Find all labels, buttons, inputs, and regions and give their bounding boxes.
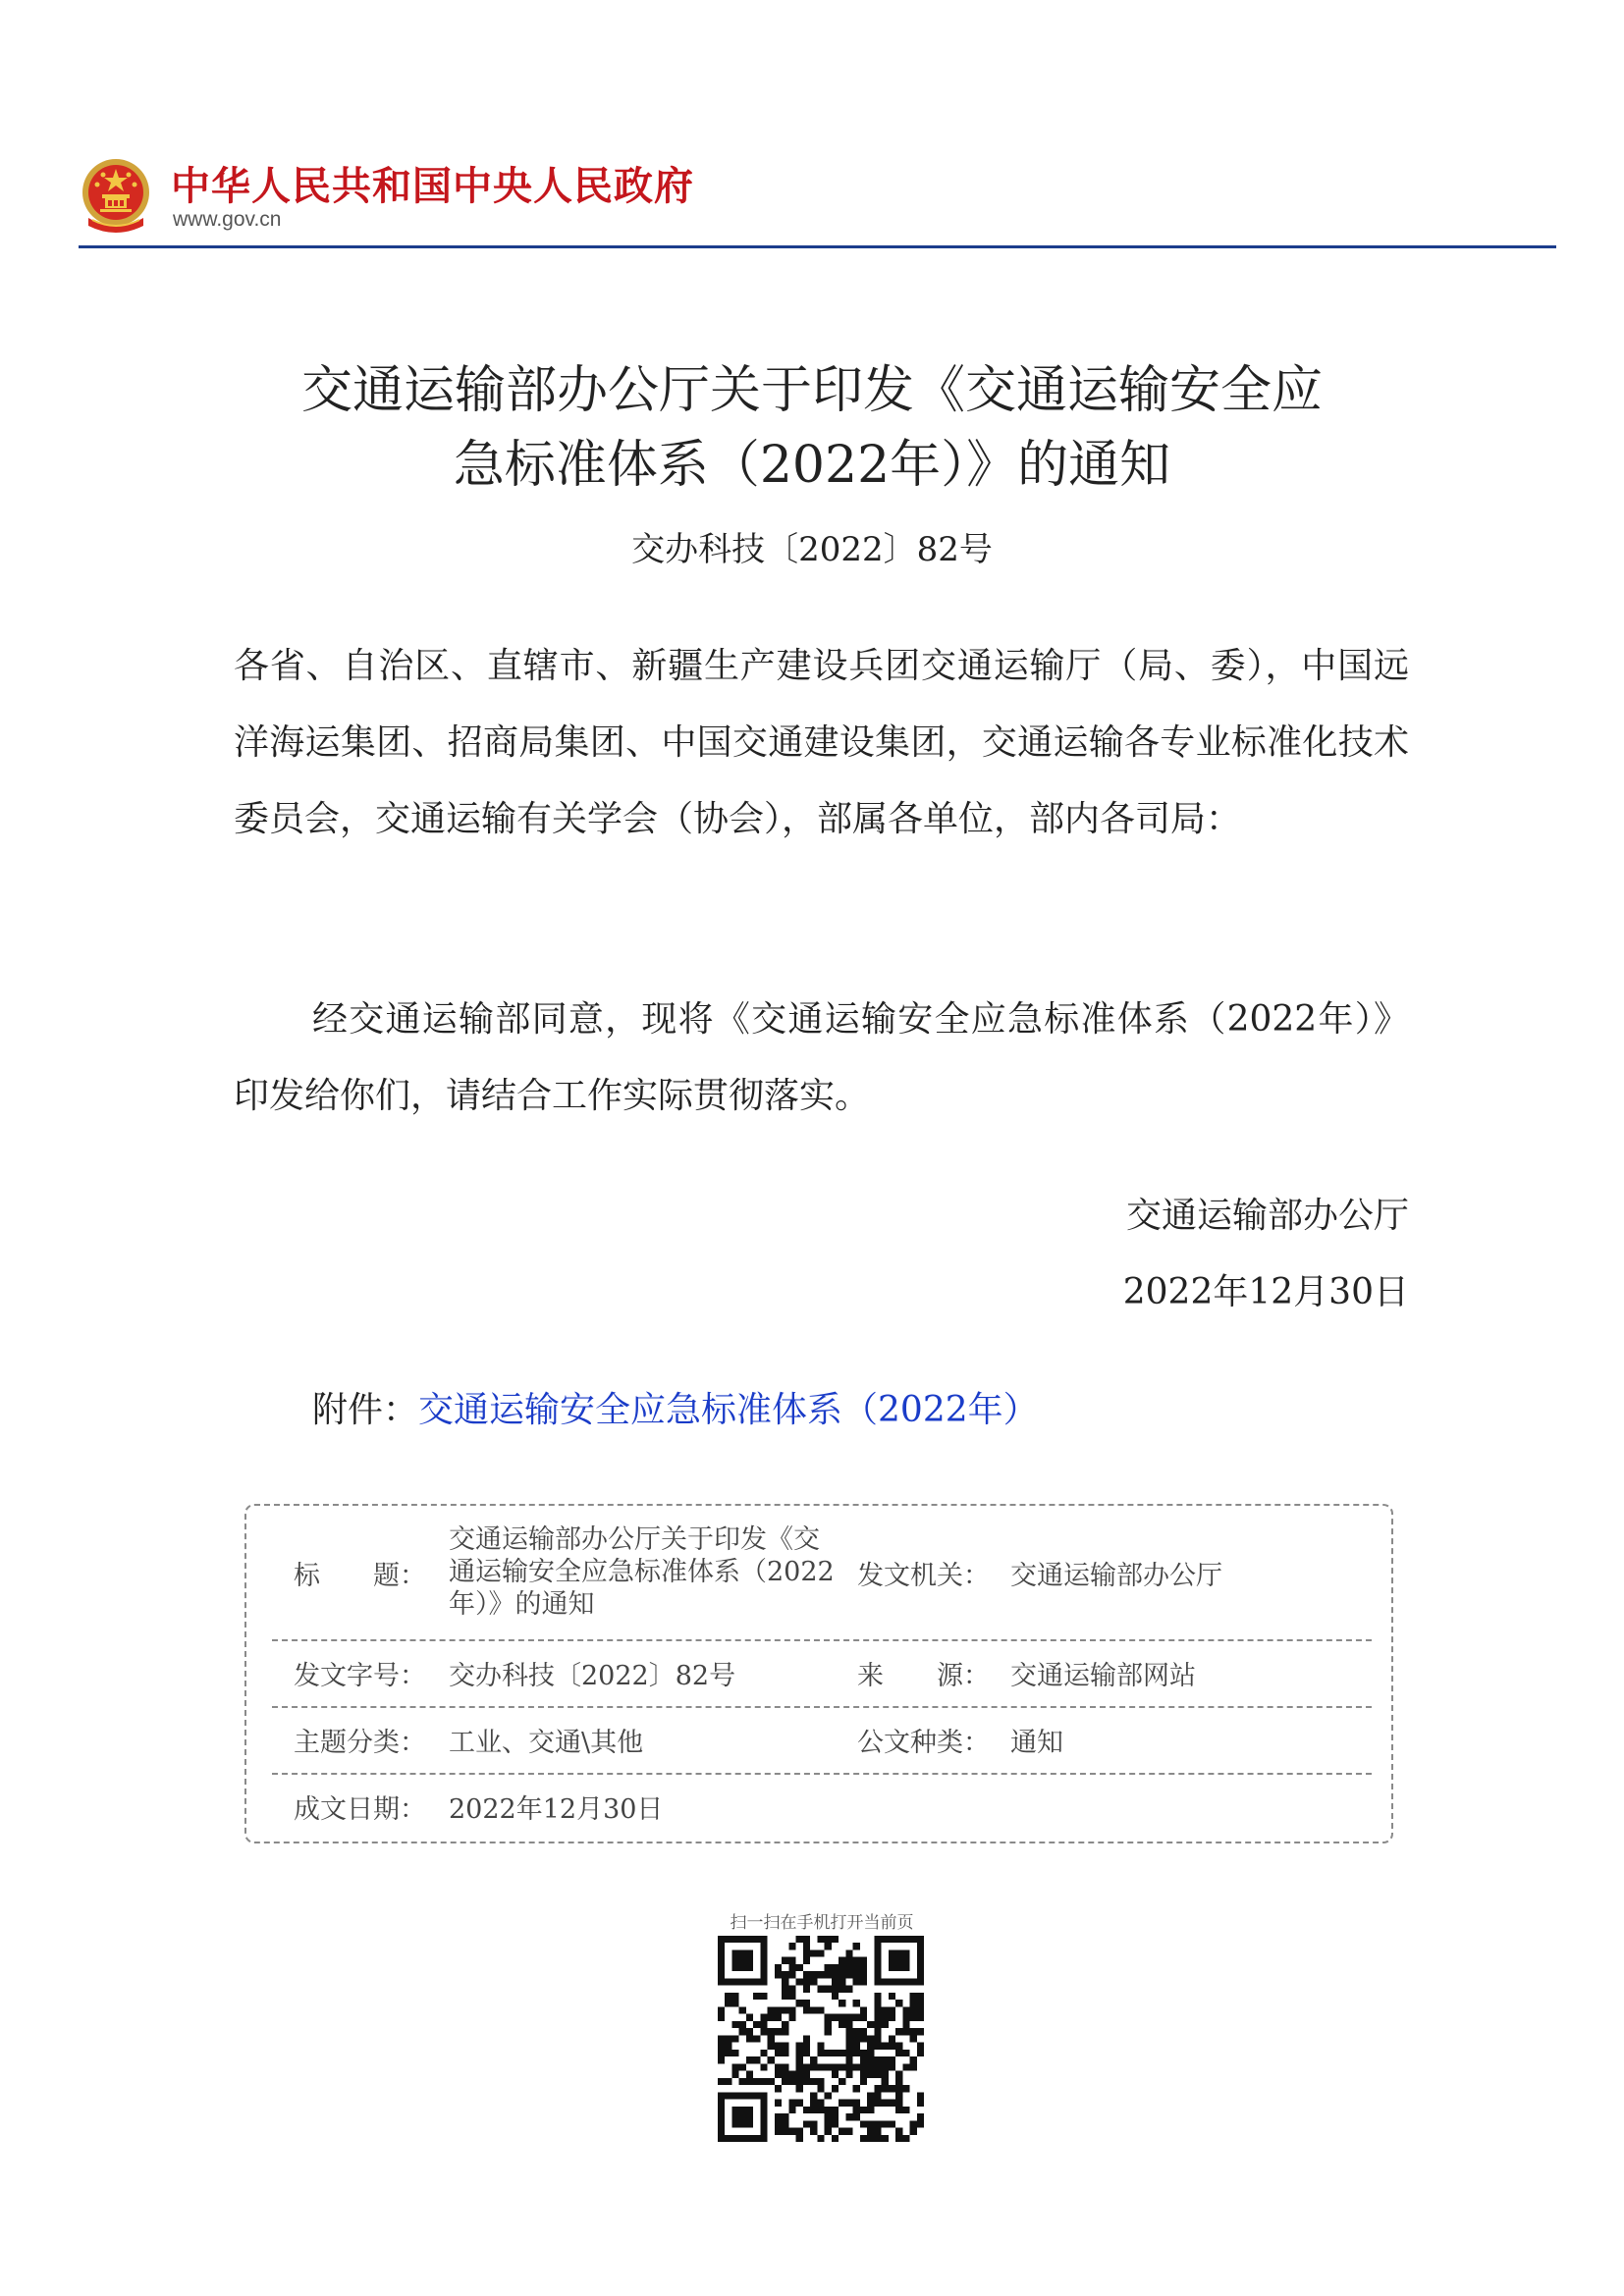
site-header	[79, 147, 1551, 247]
issuer-value: 交通运输部办公厅	[1010, 1560, 1222, 1591]
info-row	[272, 1706, 1372, 1775]
page-title	[196, 353, 1428, 503]
issuer-label: 发文机关：	[857, 1560, 990, 1591]
header-divider	[79, 245, 1556, 248]
type-label: 公文种类：	[857, 1727, 990, 1758]
site-url[interactable]: www.gov.cn	[173, 208, 282, 231]
attachment-link[interactable]: 交通运输安全应急标准体系（2022年）	[418, 1390, 1039, 1430]
document-info-box	[244, 1504, 1393, 1843]
document-number: 交办科技〔2022〕82号	[631, 530, 993, 569]
site-name[interactable]: 中华人民共和国中央人民政府	[171, 164, 694, 209]
signer: 交通运输部办公厅	[1125, 1196, 1409, 1236]
signing-date: 2022年12月30日	[1122, 1272, 1409, 1312]
attachment-label: 附件：	[312, 1390, 419, 1430]
date-value: 2022年12月30日	[449, 1793, 664, 1825]
info-row	[272, 1773, 1372, 1840]
national-emblem-icon	[79, 155, 153, 236]
qr-caption: 扫一扫在手机打开当前页	[730, 1913, 914, 1933]
title-value: 交通运输部办公厅关于印发《交通运输安全应急标准体系（2022年）》的通知	[449, 1524, 835, 1620]
category-label: 主题分类：	[294, 1727, 426, 1758]
attachment-line	[312, 1372, 1039, 1449]
type-value: 通知	[1010, 1727, 1063, 1758]
category-value: 工业、交通\其他	[449, 1727, 644, 1758]
docnum-value: 交办科技〔2022〕82号	[449, 1660, 736, 1691]
title-line-1: 交通运输部办公厅关于印发《交通运输安全应	[300, 361, 1323, 420]
title-label: 标 题：	[294, 1560, 426, 1591]
source-label: 来 源：	[857, 1660, 990, 1691]
title-line-2: 急标准体系（2022年）》的通知	[453, 436, 1171, 495]
date-label: 成文日期：	[294, 1793, 426, 1825]
docnum-label: 发文字号：	[294, 1660, 426, 1691]
info-row	[272, 1639, 1372, 1708]
addressee-paragraph: 各省、自治区、直辖市、新疆生产建设兵团交通运输厅（局、委），中国远洋海运集团、招商局集团、中国交通建设集团，交通运输各专业标准化技术委员会，交通运输有关学会（协会），部属各单位，部内各司局：	[234, 646, 1409, 839]
info-row	[272, 1506, 1372, 1641]
content-paragraph: 经交通运输部同意，现将《交通运输安全应急标准体系（2022年）》印发给你们，请结合工作实际贯彻落实。	[234, 999, 1409, 1116]
qr-code-icon[interactable]	[718, 1936, 924, 2142]
source-value: 交通运输部网站	[1010, 1660, 1196, 1691]
